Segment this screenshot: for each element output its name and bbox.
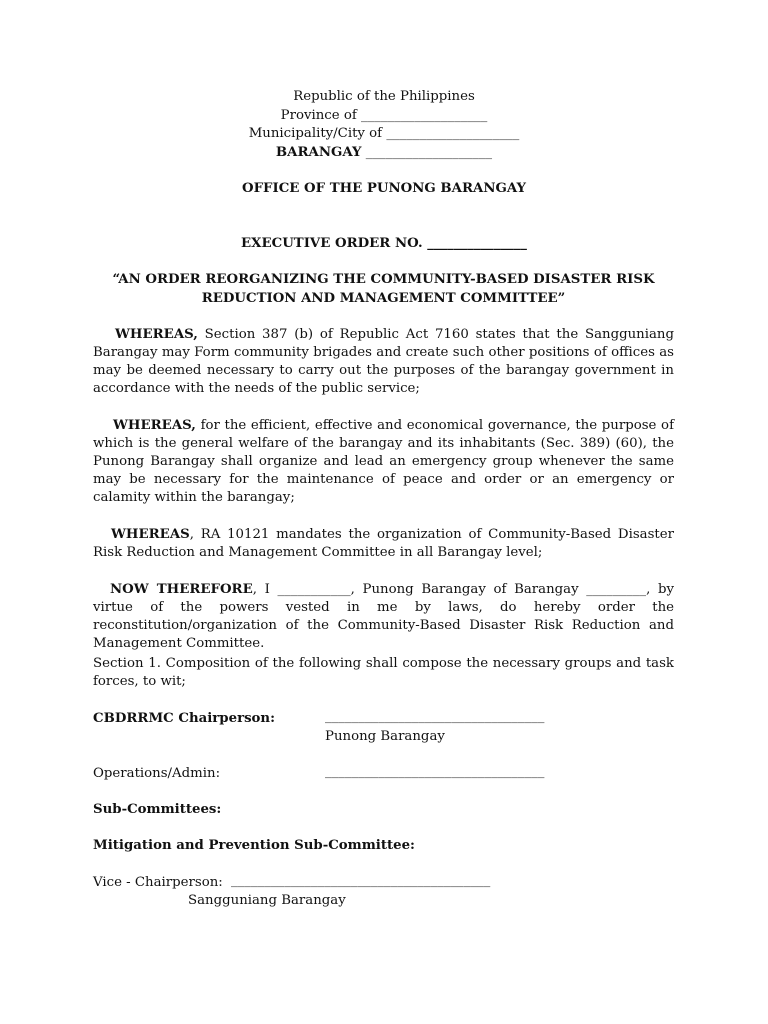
executive-order-heading: [0, 235, 768, 253]
vice-chairperson-label: Vice - Chairperson:: [93, 875, 223, 890]
now-therefore-text: , I ___________, Punong Barangay of Barangay _________, by virtue of the powers vested in me by laws, do hereby order the reconstitution/organization of the Community-Based Disaster Risk Reduction and Management Committee.: [93, 582, 674, 651]
now-therefore-lead: NOW THEREFORE: [110, 582, 253, 597]
whereas-clause-1: [93, 326, 674, 398]
chairperson-title: Punong Barangay: [325, 729, 445, 744]
whereas-clause-2: [93, 417, 674, 507]
chairperson-signature-line: _________________________________: [325, 709, 545, 724]
whereas-1-text: Section 387 (b) of Republic Act 7160 states that the Sangguniang Barangay may Form community brigades and create such other positions of offices as may be deemed necessary to carry out the purposes of the barangay government in accordance with the needs of the public service;: [93, 327, 674, 396]
vice-chairperson-title: Sangguniang Barangay: [188, 893, 346, 908]
eo-blank: _______________: [427, 236, 527, 251]
barangay-blank: ___________________: [365, 145, 493, 160]
whereas-3-text: , RA 10121 mandates the organization of Community-Based Disaster Risk Reduction and Management Committee in all Barangay level;: [93, 527, 674, 560]
mitigation-subcommittee-heading: Mitigation and Prevention Sub-Committee:: [93, 838, 415, 853]
operations-admin-line: _________________________________: [325, 764, 545, 779]
sub-committees-heading: Sub-Committees:: [93, 802, 222, 817]
order-title: “AN ORDER REORGANIZING THE COMMUNITY-BASED DISASTER RISK REDUCTION AND MANAGEMENT COMMITTEE”: [112, 272, 655, 306]
office-heading: OFFICE OF THE PUNONG BARANGAY: [242, 181, 526, 196]
eo-label: EXECUTIVE ORDER NO.: [241, 236, 423, 251]
whereas-1-lead: WHEREAS,: [115, 327, 198, 342]
municipality-line: Municipality/City of ____________________: [248, 126, 520, 141]
barangay-label: BARANGAY: [275, 145, 362, 160]
barangay-line: [0, 144, 768, 162]
whereas-2-text: for the efficient, effective and economical governance, the purpose of which is the general welfare of the barangay and its inhabitants (Sec. 389) (60), the Punong Barangay shall organize and lead an emergency group whenever the same may be necessary for the maintenance of peace and order or an emergency or calamity within the barangay;: [93, 418, 674, 505]
operations-admin-label: Operations/Admin:: [93, 766, 221, 781]
whereas-3-lead: WHEREAS: [111, 527, 190, 542]
republic-line: Republic of the Philippines: [293, 89, 475, 104]
vice-chairperson-line: _______________________________________: [231, 873, 491, 888]
section-1-text: Section 1. Composition of the following shall compose the necessary groups and task forces, to wit;: [93, 656, 674, 689]
now-therefore-clause: [93, 581, 674, 653]
province-line: Province of ___________________: [280, 108, 488, 123]
chairperson-label: CBDRRMC Chairperson:: [93, 711, 276, 726]
whereas-2-lead: WHEREAS,: [113, 418, 196, 433]
whereas-clause-3: [93, 526, 674, 562]
